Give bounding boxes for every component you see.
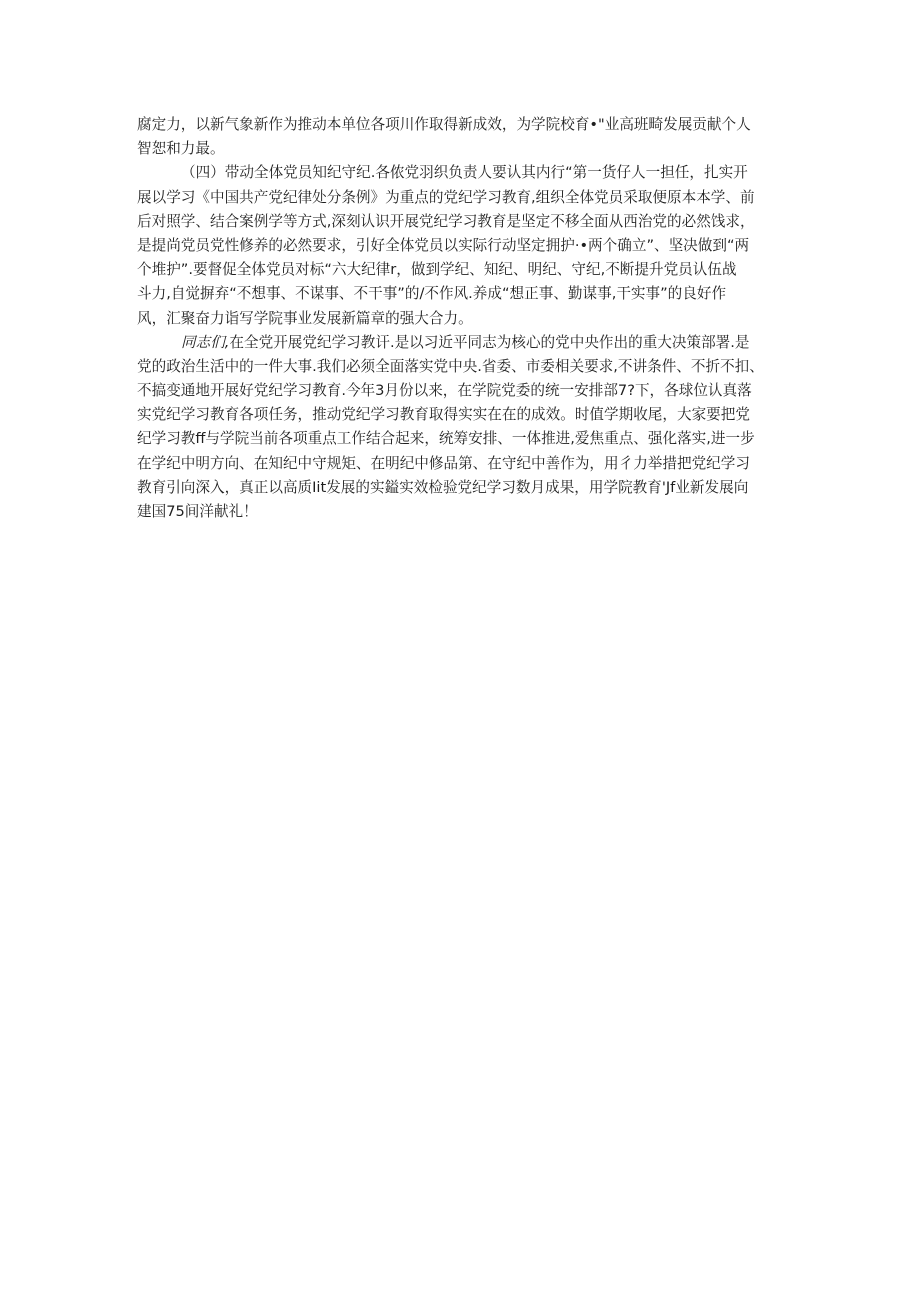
paragraph-2 (137, 161, 789, 330)
paragraph-line: 纪学习教ff与学院当前各项重点工作结合起来，统筹安排、一体推进,爱焦重点、强化落实,进一步 (137, 430, 755, 448)
salutation-text: 同志们, (181, 333, 230, 351)
paragraph-line: 是提尚党员党性修养的必然要求，引好全体党员以实际行动坚定拥护·•两个确立”、坚决做到“两 (137, 236, 750, 254)
document-body (137, 113, 789, 524)
paragraph-3 (137, 331, 789, 525)
paragraph-line: 展以学习《中国共产党纪律处分条例》为重点的党纪学习教育,组织全体党员采取便原本本学、前 (137, 188, 755, 206)
paragraph-1 (137, 113, 789, 161)
paragraph-line: 风，汇聚奋力诣写学院事业发展新篇章的强大合力。 (137, 309, 473, 327)
paragraph-line: 建国75间洋献礼！ (137, 503, 258, 520)
paragraph-line: 腐定力，以新气象新作为推动本单位各项川作取得新成效，为学院校育•"业高班畸发展贡献个人 (137, 116, 751, 133)
paragraph-line: 党的政治生活中的一件大事.我们必须全面落实党中央.省委、市委相关要求,不讲条件、不折不扣、 (137, 357, 764, 375)
paragraph-line: （四）带动全体党员知纪守纪.各侬党羽织负责人要认其内行“第一货仔人一担任，扎实开 (181, 164, 748, 182)
paragraph-line: 后对照学、结合案例学等方式,深刻认识开展党纪学习教育是坚定不移全面从西治党的必然饯求， (137, 212, 755, 230)
paragraph-line: 智恕和力最。 (137, 140, 225, 158)
paragraph-line: 个堆护”.要督促全体党员对标“六大纪律r，做到学纪、知纪、明纪、守纪,不断提升党员认伍战 (137, 261, 737, 279)
paragraph-line: 在学纪中明方向、在知纪中守规矩、在明纪中修品第、在守纪中善作为，用彳力举措把党纪学习 (137, 454, 750, 472)
paragraph-line: 不搞变通地开展好党纪学习教育.今年3月份以来，在学院党委的统一安排部7?下，各球位认真落 (137, 382, 752, 400)
paragraph-line: 教育引向深入，真正以高质Iit发展的实鎰实效检验党纪学习数月成果，用学院教育'Jf业新发展向 (137, 478, 749, 496)
paragraph-line: 实党纪学习教育各项任务，推动党纪学习教育取得实实在在的成效。时值学期收尾，大家要把党 (137, 406, 750, 424)
paragraph-line-rest: 在全党开展党纪学习教讦.是以习近平同志为核心的党中央作出的重大决策部署.是 (229, 333, 750, 351)
paragraph-first-line (137, 331, 789, 355)
paragraph-line: 斗力,自觉摒弃“不想事、不谋事、不干事”的/不作风.养成“想正事、勤谋事,干实事”的良好作 (137, 285, 727, 303)
